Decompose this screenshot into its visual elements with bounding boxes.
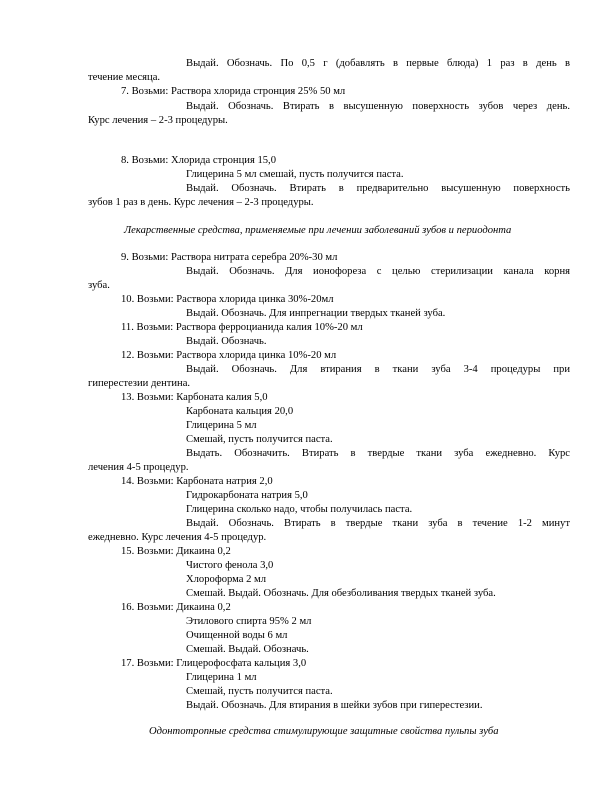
prescription-header: 8. Возьми: Хлорида стронция 15,0: [121, 155, 277, 166]
prescription-header: 10. Возьми: Раствора хлорида цинка 30%-20мл: [121, 294, 334, 305]
text-line: ежедневно. Курс лечения 4-5 процедур.: [88, 532, 267, 543]
text-line: Чистого фенола 3,0: [186, 560, 274, 571]
text-line: Этилового спирта 95% 2 мл: [186, 616, 312, 627]
prescription-header: 15. Возьми: Дикаина 0,2: [121, 546, 231, 557]
text-line: Смешай. Выдай. Обозначь.: [186, 644, 309, 655]
text-line: гиперестезии дентина.: [88, 378, 191, 389]
text-line: Выдай. Обозначь. По 0,5 г (добавлять в первые блюда) 1 раз в день в: [186, 58, 570, 69]
text-line: Смешай, пусть получится паста.: [186, 434, 333, 445]
text-line: Выдай. Обозначь. Втирать в твердые ткани зуба в течение 1-2 минут: [186, 518, 570, 529]
text-line: Выдай. Обозначь. Втирать в высушенную поверхность зубов через день.: [186, 101, 570, 112]
text-line: Глицерина 1 мл: [186, 672, 257, 683]
text-line: Выдай. Обозначь. Для инпрегнации твердых тканей зуба.: [186, 308, 446, 319]
text-line: Выдай. Обозначь. Втирать в предварительно высушенную поверхность: [186, 183, 570, 194]
text-line: Выдай. Обозначь. Для ионофореза с целью стерилизации канала корня: [186, 266, 570, 277]
text-line: Глицерина 5 мл смешай, пусть получится паста.: [186, 169, 404, 180]
text-line: Выдай. Обозначь. Для втирания в шейки зубов при гиперестезии.: [186, 700, 483, 711]
text-line: Гидрокарбоната натрия 5,0: [186, 490, 308, 501]
prescription-header: 17. Возьми: Глицерофосфата кальция 3,0: [121, 658, 307, 669]
prescription-header: 9. Возьми: Раствора нитрата серебра 20%-30 мл: [121, 252, 338, 263]
prescription-header: 16. Возьми: Дикаина 0,2: [121, 602, 231, 613]
text-line: течение месяца.: [88, 72, 161, 83]
prescription-header: 14. Возьми: Карбоната натрия 2,0: [121, 476, 273, 487]
text-line: Глицерина 5 мл: [186, 420, 257, 431]
text-line: Смешай, пусть получится паста.: [186, 686, 333, 697]
text-line: Хлороформа 2 мл: [186, 574, 267, 585]
text-line: Смешай. Выдай. Обозначь. Для обезболивания твердых тканей зуба.: [186, 588, 496, 599]
text-line: Выдай. Обозначь. Для втирания в ткани зуба 3-4 процедуры при: [186, 364, 570, 375]
section-heading: Одонтотропные средства стимулирующие защитные свойства пульпы зуба: [149, 726, 499, 737]
text-line: зубов 1 раз в день. Курс лечения – 2-3 процедуры.: [88, 197, 314, 208]
text-line: Курс лечения – 2-3 процедуры.: [88, 115, 228, 126]
prescription-header: 13. Возьми: Карбоната калия 5,0: [121, 392, 268, 403]
text-line: Глицерина сколько надо, чтобы получилась паста.: [186, 504, 413, 515]
prescription-header: 7. Возьми: Раствора хлорида стронция 25% 50 мл: [121, 86, 346, 97]
text-line: Выдать. Обозначить. Втирать в твердые ткани зуба ежедневно. Курс: [186, 448, 570, 459]
text-line: лечения 4-5 процедур.: [88, 462, 189, 473]
section-heading: Лекарственные средства, применяемые при лечении заболеваний зубов и периодонта: [124, 225, 512, 236]
prescription-header: 11. Возьми: Раствора ферроцианида калия 10%-20 мл: [121, 322, 363, 333]
prescription-header: 12. Возьми: Раствора хлорида цинка 10%-20 мл: [121, 350, 337, 361]
text-line: Карбоната кальция 20,0: [186, 406, 294, 417]
text-line: Очищенной воды 6 мл: [186, 630, 288, 641]
text-line: зуба.: [88, 280, 110, 291]
text-line: Выдай. Обозначь.: [186, 336, 267, 347]
